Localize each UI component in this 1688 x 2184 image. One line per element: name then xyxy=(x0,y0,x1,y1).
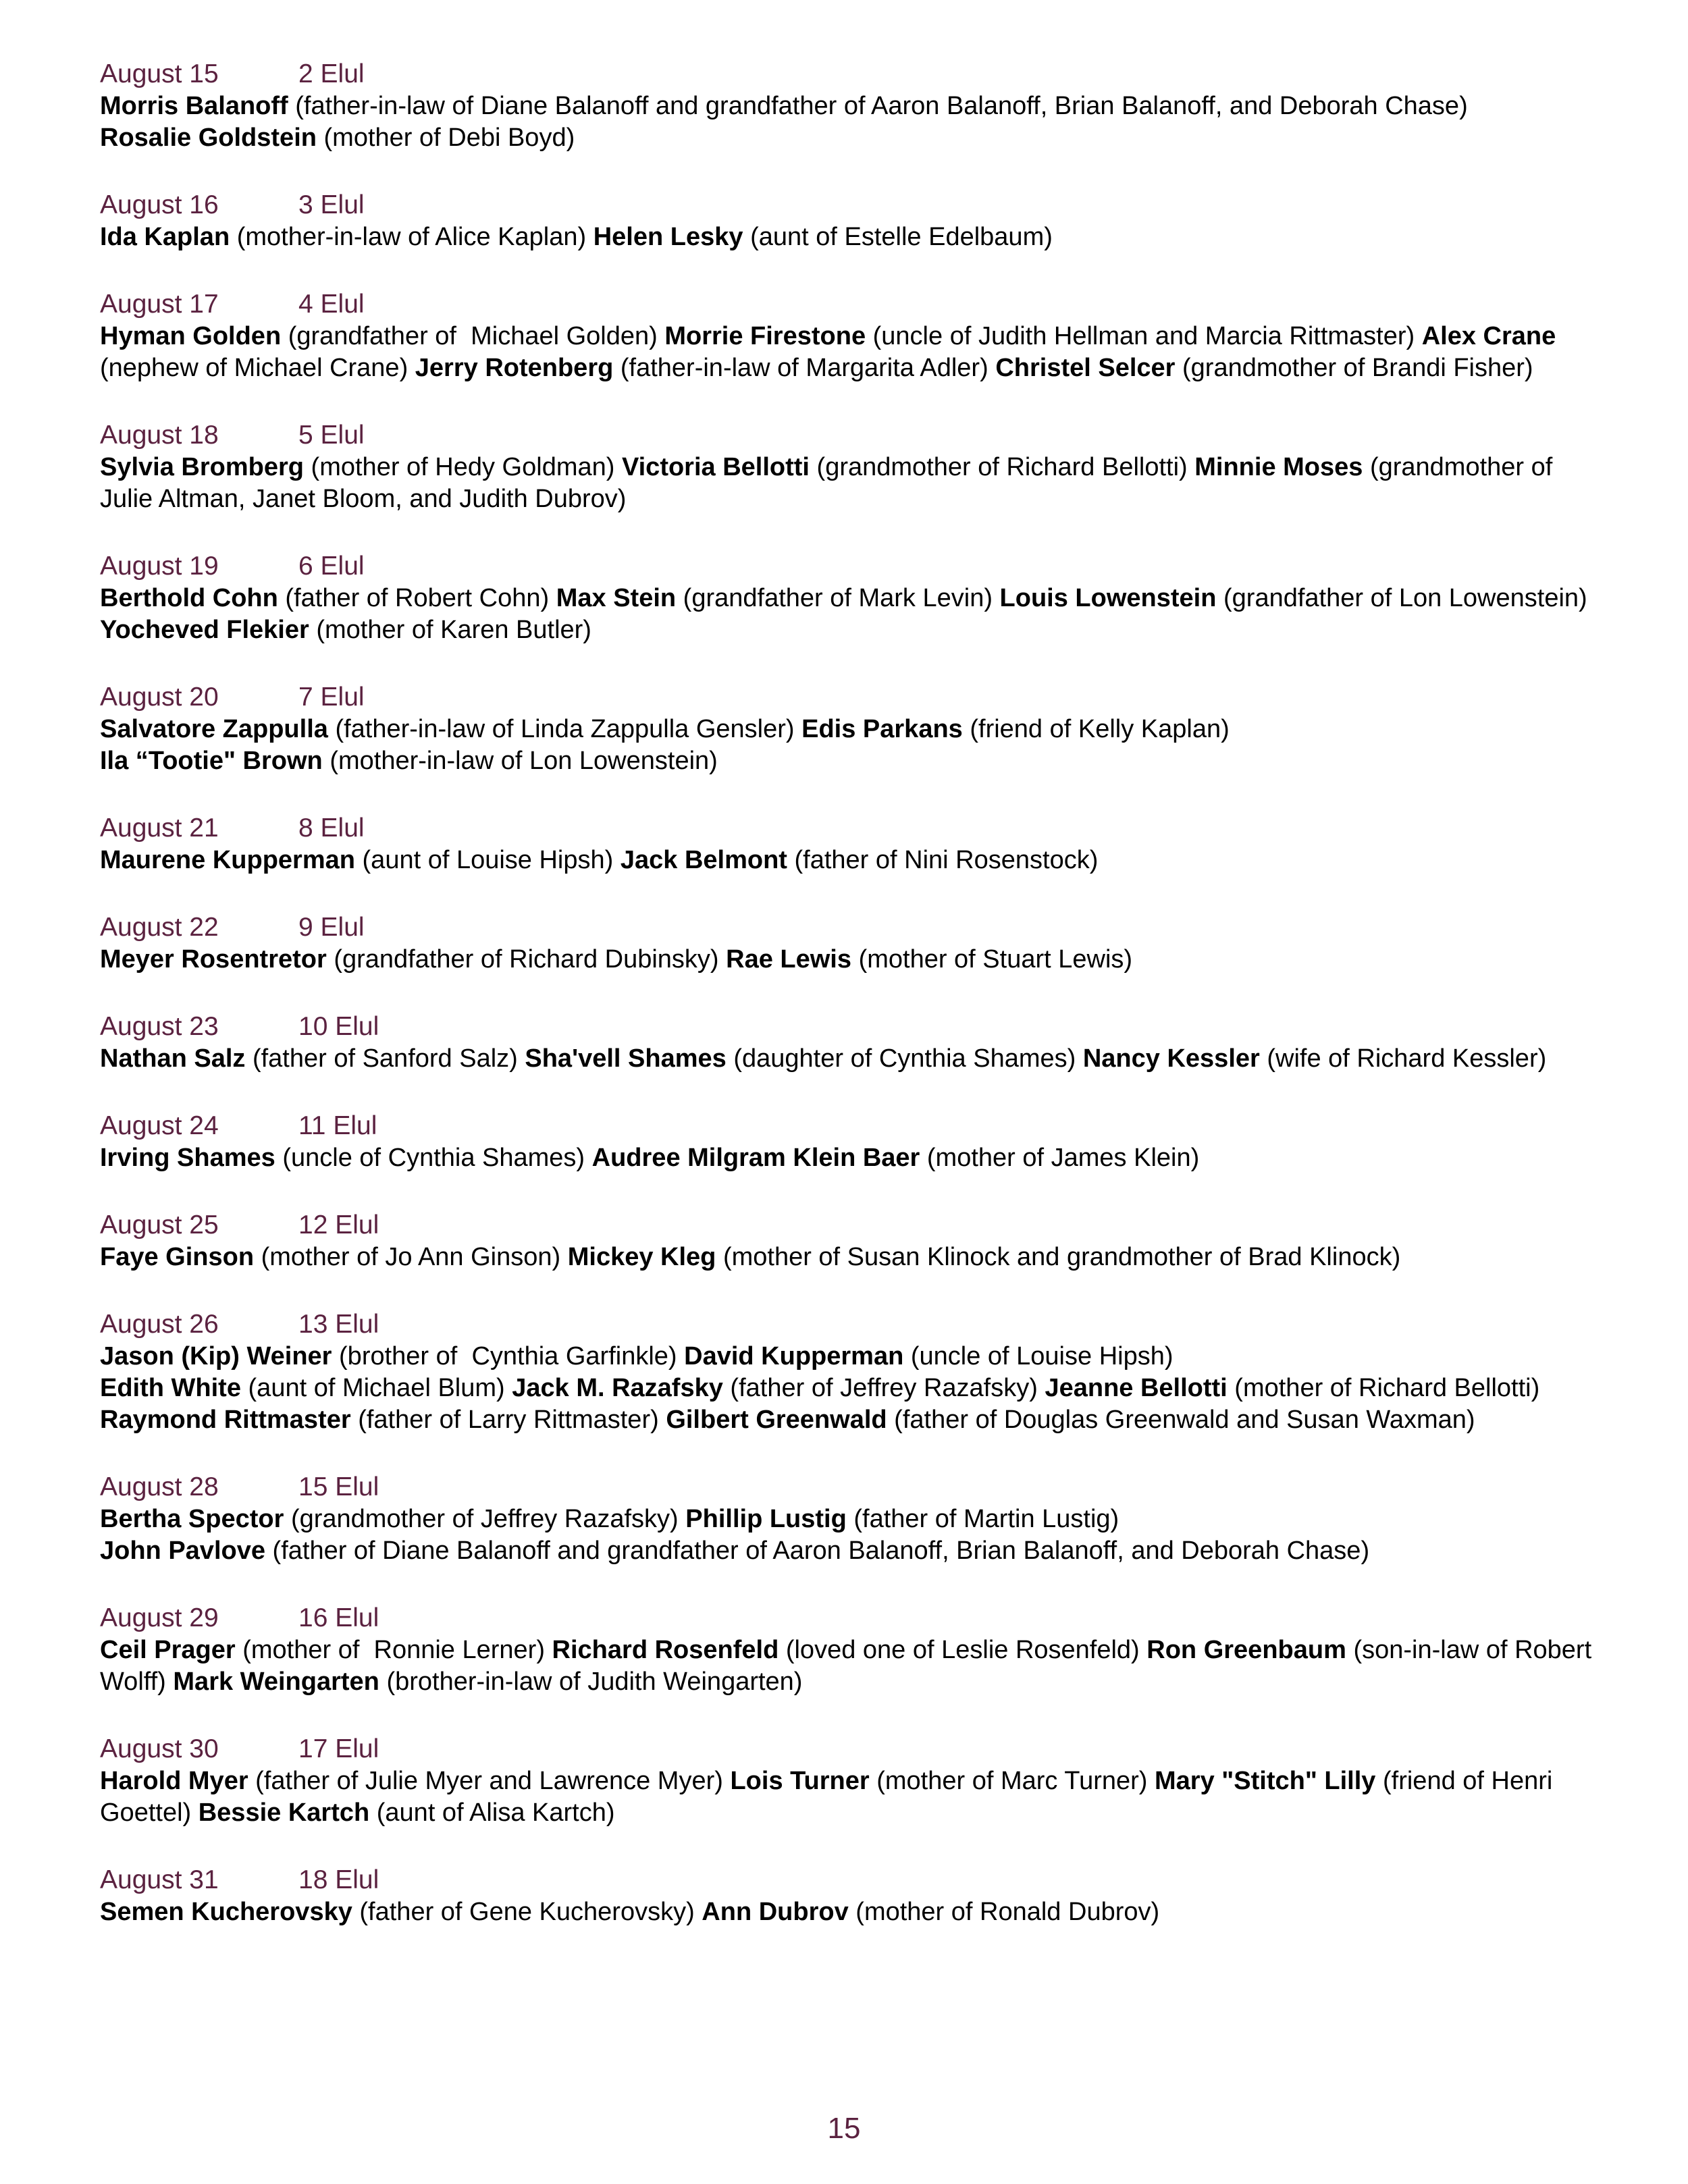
date-entry xyxy=(100,1733,1593,1829)
relation-text: (grandfather of Mark Levin) xyxy=(676,584,1000,612)
date-heading xyxy=(100,189,1593,221)
relation-text: (mother of James Klein) xyxy=(920,1144,1200,1172)
deceased-name: Jason (Kip) Weiner xyxy=(100,1342,332,1370)
gregorian-date: August 29 xyxy=(100,1603,219,1632)
page-number: 15 xyxy=(827,2112,861,2145)
memorial-line xyxy=(100,845,1593,876)
deceased-name: Richard Rosenfeld xyxy=(552,1636,779,1664)
relation-text: (nephew of Michael Crane) xyxy=(100,322,1563,382)
hebrew-date: 17 Elul xyxy=(298,1734,379,1763)
hebrew-date: 5 Elul xyxy=(298,421,365,450)
deceased-name: Jerry Rotenberg xyxy=(415,354,614,382)
deceased-name: Ron Greenbaum xyxy=(1146,1636,1346,1664)
gregorian-date: August 26 xyxy=(100,1310,219,1339)
relation-text: (grandfather of Lon Lowenstein) xyxy=(1216,584,1595,612)
relation-text: (grandfather of Richard Dubinsky) xyxy=(326,945,727,974)
relation-text: (father of Martin Lustig) xyxy=(846,1505,1119,1533)
relation-text: (father of Diane Balanoff and grandfather of Aaron Balanoff, Brian Balanoff, and Deborah Chase) xyxy=(265,1537,1370,1565)
relation-text: (daughter of Cynthia Shames) xyxy=(726,1044,1083,1073)
deceased-name: Mickey Kleg xyxy=(567,1243,716,1271)
gregorian-date: August 23 xyxy=(100,1012,219,1041)
deceased-name: John Pavlove xyxy=(100,1537,265,1565)
date-entry xyxy=(100,419,1593,515)
hebrew-date: 2 Elul xyxy=(298,59,365,88)
date-heading xyxy=(100,1864,1593,1896)
relation-text: (mother of Hedy Goldman) xyxy=(304,453,622,481)
date-heading xyxy=(100,58,1593,90)
relation-text: (mother-in-law of Alice Kaplan) xyxy=(230,223,594,251)
memorial-line xyxy=(100,1043,1593,1075)
relation-text: (father of Larry Rittmaster) xyxy=(350,1406,666,1434)
deceased-name: Sha'vell Shames xyxy=(525,1044,727,1073)
gregorian-date: August 21 xyxy=(100,814,219,843)
relation-text: (father of Julie Myer and Lawrence Myer) xyxy=(248,1767,731,1795)
deceased-name: Faye Ginson xyxy=(100,1243,255,1271)
relation-text: (wife of Richard Kessler) xyxy=(1259,1044,1547,1073)
memorial-line xyxy=(100,583,1593,646)
deceased-name: Audree Milgram Klein Baer xyxy=(591,1144,920,1172)
relation-text: (friend of Henri Goettel) xyxy=(100,1767,1560,1827)
date-heading xyxy=(100,1308,1593,1341)
relation-text: (father of Douglas Greenwald and Susan Waxman) xyxy=(887,1406,1475,1434)
memorial-line xyxy=(100,1535,1593,1567)
hebrew-date: 18 Elul xyxy=(298,1865,379,1894)
relation-text: (mother of Karen Butler) xyxy=(309,616,591,644)
date-heading xyxy=(100,1110,1593,1142)
memorial-line xyxy=(100,1634,1599,1698)
gregorian-date: August 20 xyxy=(100,683,219,712)
relation-text: (grandmother of Richard Bellotti) xyxy=(810,453,1195,481)
deceased-name: Edis Parkans xyxy=(801,715,963,743)
hebrew-date: 11 Elul xyxy=(298,1111,377,1140)
hebrew-date: 8 Elul xyxy=(298,814,365,843)
deceased-name: Jeanne Bellotti xyxy=(1045,1374,1228,1402)
deceased-name: Jack M. Razafsky xyxy=(512,1374,723,1402)
relation-text: (aunt of Michael Blum) xyxy=(240,1374,512,1402)
date-heading xyxy=(100,419,1593,452)
deceased-name: Minnie Moses xyxy=(1194,453,1363,481)
date-entry xyxy=(100,550,1593,646)
date-heading xyxy=(100,1011,1593,1043)
relation-text: (uncle of Louise Hipsh) xyxy=(903,1342,1173,1370)
relation-text: (aunt of Alisa Kartch) xyxy=(369,1799,615,1827)
relation-text: (brother-in-law of Judith Weingarten) xyxy=(379,1668,803,1696)
deceased-name: Max Stein xyxy=(556,584,677,612)
gregorian-date: August 25 xyxy=(100,1210,219,1240)
gregorian-date: August 18 xyxy=(100,421,219,450)
date-heading xyxy=(100,1602,1593,1634)
date-entry xyxy=(100,1110,1593,1174)
deceased-name: Hyman Golden xyxy=(100,322,282,350)
deceased-name: Alex Crane xyxy=(1421,322,1556,350)
deceased-name: David Kupperman xyxy=(684,1342,904,1370)
deceased-name: Rae Lewis xyxy=(726,945,852,974)
memorial-line xyxy=(100,1142,1593,1174)
relation-text: (father of Robert Cohn) xyxy=(278,584,556,612)
date-entry xyxy=(100,1602,1599,1698)
hebrew-date: 15 Elul xyxy=(298,1472,379,1501)
gregorian-date: August 31 xyxy=(100,1865,219,1894)
deceased-name: Rosalie Goldstein xyxy=(100,124,317,152)
relation-text: (mother of Stuart Lewis) xyxy=(851,945,1133,974)
deceased-name: Nathan Salz xyxy=(100,1044,246,1073)
memorial-line xyxy=(100,745,1593,777)
date-heading xyxy=(100,1733,1593,1765)
date-entry xyxy=(100,911,1593,976)
relation-text: (grandmother of Brandi Fisher) xyxy=(1175,354,1533,382)
relation-text: (aunt of Estelle Edelbaum) xyxy=(743,223,1053,251)
relation-text: (father-in-law of Linda Zappulla Gensler) xyxy=(327,715,802,743)
relation-text: (father of Jeffrey Razafsky) xyxy=(722,1374,1045,1402)
date-entry xyxy=(100,1011,1593,1075)
gregorian-date: August 19 xyxy=(100,552,219,581)
date-heading xyxy=(100,1209,1593,1242)
deceased-name: Victoria Bellotti xyxy=(621,453,810,481)
deceased-name: Phillip Lustig xyxy=(685,1505,847,1533)
deceased-name: Raymond Rittmaster xyxy=(100,1406,351,1434)
relation-text: (mother of Ronnie Lerner) xyxy=(235,1636,552,1664)
deceased-name: Ceil Prager xyxy=(100,1636,236,1664)
memorial-line xyxy=(100,452,1593,515)
deceased-name: Bessie Kartch xyxy=(198,1799,370,1827)
date-entry xyxy=(100,681,1593,777)
date-heading xyxy=(100,550,1593,583)
hebrew-date: 9 Elul xyxy=(298,913,365,942)
relation-text: (son-in-law of Robert Wolff) xyxy=(100,1636,1599,1696)
gregorian-date: August 24 xyxy=(100,1111,219,1140)
date-heading xyxy=(100,911,1593,944)
memorial-line xyxy=(100,1765,1593,1829)
deceased-name: Lois Turner xyxy=(730,1767,870,1795)
gregorian-date: August 30 xyxy=(100,1734,219,1763)
hebrew-date: 3 Elul xyxy=(298,190,365,219)
relation-text: (father of Sanford Salz) xyxy=(245,1044,525,1073)
yahrzeit-list xyxy=(100,58,1599,1928)
relation-text: (father of Gene Kucherovsky) xyxy=(352,1898,702,1926)
gregorian-date: August 28 xyxy=(100,1472,219,1501)
relation-text: (aunt of Louise Hipsh) xyxy=(354,846,621,874)
deceased-name: Ann Dubrov xyxy=(702,1898,849,1926)
deceased-name: Christel Selcer xyxy=(995,354,1176,382)
deceased-name: Edith White xyxy=(100,1374,241,1402)
deceased-name: Ila “Tootie" Brown xyxy=(100,747,323,775)
deceased-name: Gilbert Greenwald xyxy=(666,1406,887,1434)
date-heading xyxy=(100,812,1593,845)
deceased-name: Semen Kucherovsky xyxy=(100,1898,352,1926)
memorial-line xyxy=(100,1373,1593,1436)
date-heading xyxy=(100,681,1593,714)
date-entry xyxy=(100,58,1593,154)
relation-text: (uncle of Judith Hellman and Marcia Rittmaster) xyxy=(866,322,1422,350)
relation-text: (father-in-law of Margarita Adler) xyxy=(613,354,996,382)
relation-text: (grandmother of Jeffrey Razafsky) xyxy=(284,1505,686,1533)
memorial-line xyxy=(100,714,1593,745)
relation-text: (mother of Susan Klinock and grandmother of Brad Klinock) xyxy=(716,1243,1401,1271)
deceased-name: Salvatore Zappulla xyxy=(100,715,328,743)
memorial-line xyxy=(100,1242,1593,1273)
deceased-name: Meyer Rosentretor xyxy=(100,945,327,974)
deceased-name: Berthold Cohn xyxy=(100,584,278,612)
deceased-name: Nancy Kessler xyxy=(1082,1044,1260,1073)
relation-text: (mother of Jo Ann Ginson) xyxy=(254,1243,568,1271)
relation-text: (uncle of Cynthia Shames) xyxy=(275,1144,592,1172)
gregorian-date: August 16 xyxy=(100,190,219,219)
relation-text: (mother of Debi Boyd) xyxy=(316,124,575,152)
deceased-name: Yocheved Flekier xyxy=(100,616,309,644)
date-heading xyxy=(100,288,1593,321)
date-entry xyxy=(100,1209,1593,1273)
memorial-line xyxy=(100,944,1593,976)
memorial-line xyxy=(100,122,1593,154)
deceased-name: Morris Balanoff xyxy=(100,92,288,120)
deceased-name: Maurene Kupperman xyxy=(100,846,355,874)
relation-text: (father-in-law of Diane Balanoff and grandfather of Aaron Balanoff, Brian Balanoff, and Deborah Chase) xyxy=(288,92,1468,120)
relation-text: (father of Nini Rosenstock) xyxy=(787,846,1099,874)
memorial-line xyxy=(100,221,1593,253)
deceased-name: Helen Lesky xyxy=(593,223,743,251)
deceased-name: Louis Lowenstein xyxy=(999,584,1217,612)
memorial-line xyxy=(100,1341,1593,1373)
hebrew-date: 13 Elul xyxy=(298,1310,379,1339)
memorial-line xyxy=(100,90,1593,122)
deceased-name: Morrie Firestone xyxy=(664,322,866,350)
memorial-line xyxy=(100,321,1593,384)
deceased-name: Irving Shames xyxy=(100,1144,275,1172)
gregorian-date: August 15 xyxy=(100,59,219,88)
memorial-line xyxy=(100,1503,1593,1535)
hebrew-date: 7 Elul xyxy=(298,683,365,712)
date-entry xyxy=(100,288,1593,384)
relation-text: (mother of Richard Bellotti) xyxy=(1227,1374,1547,1402)
deceased-name: Harold Myer xyxy=(100,1767,248,1795)
relation-text: (loved one of Leslie Rosenfeld) xyxy=(779,1636,1147,1664)
relation-text: (friend of Kelly Kaplan) xyxy=(962,715,1230,743)
deceased-name: Bertha Spector xyxy=(100,1505,284,1533)
relation-text: (grandmother of Julie Altman, Janet Bloom, and Judith Dubrov) xyxy=(100,453,1560,513)
relation-text: (grandfather of Michael Golden) xyxy=(281,322,665,350)
hebrew-date: 12 Elul xyxy=(298,1210,379,1240)
deceased-name: Mary "Stitch" Lilly xyxy=(1155,1767,1376,1795)
relation-text: (brother of Cynthia Garfinkle) xyxy=(332,1342,685,1370)
date-entry xyxy=(100,812,1593,876)
hebrew-date: 16 Elul xyxy=(298,1603,379,1632)
hebrew-date: 6 Elul xyxy=(298,552,365,581)
hebrew-date: 10 Elul xyxy=(298,1012,379,1041)
date-entry xyxy=(100,1864,1593,1928)
deceased-name: Sylvia Bromberg xyxy=(100,453,304,481)
deceased-name: Jack Belmont xyxy=(620,846,787,874)
memorial-line xyxy=(100,1896,1593,1928)
gregorian-date: August 17 xyxy=(100,290,219,319)
deceased-name: Ida Kaplan xyxy=(100,223,230,251)
date-entry xyxy=(100,189,1593,253)
relation-text: (mother-in-law of Lon Lowenstein) xyxy=(322,747,718,775)
relation-text: (mother of Ronald Dubrov) xyxy=(848,1898,1160,1926)
date-entry xyxy=(100,1471,1593,1567)
hebrew-date: 4 Elul xyxy=(298,290,365,319)
relation-text: (mother of Marc Turner) xyxy=(869,1767,1155,1795)
gregorian-date: August 22 xyxy=(100,913,219,942)
date-heading xyxy=(100,1471,1593,1503)
deceased-name: Mark Weingarten xyxy=(173,1668,379,1696)
date-entry xyxy=(100,1308,1593,1436)
